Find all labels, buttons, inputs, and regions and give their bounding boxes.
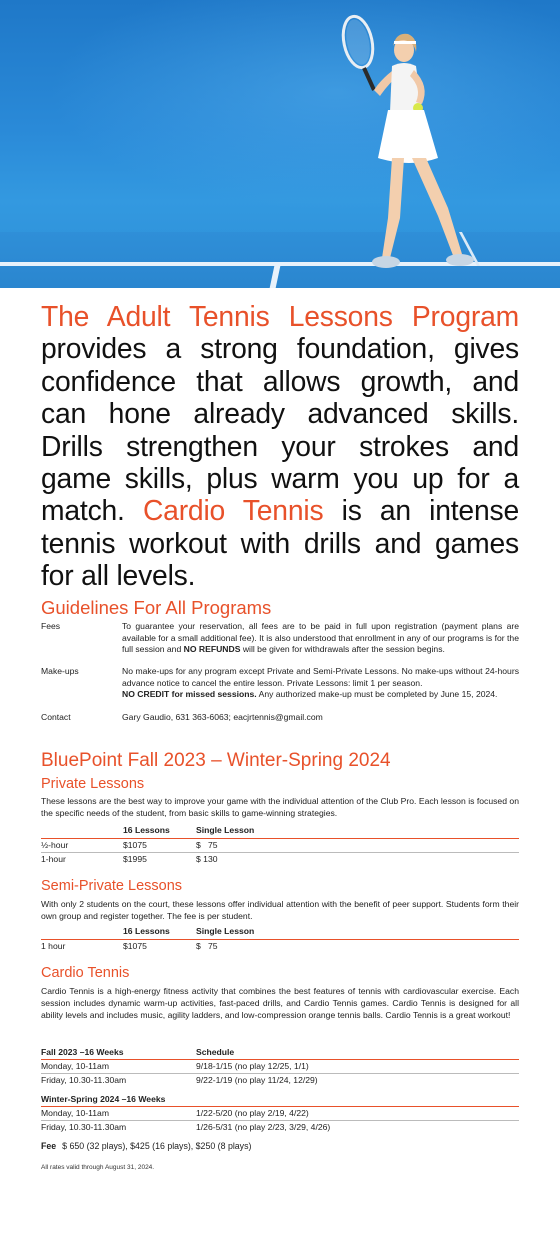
semi-private-price-table (41, 926, 519, 953)
table-header (41, 825, 519, 839)
rates-footnote: All rates valid through August 31, 2024. (41, 1164, 155, 1171)
no-credit-text: NO CREDIT for missed sessions. (122, 689, 257, 700)
table-row: Friday, 10.30-11.30am 1/26-5/31 (no play 2/23, 3/29, 4/26) (41, 1121, 331, 1132)
table-row: Monday, 10-11am 1/22-5/20 (no play 2/19, 4/22) (41, 1107, 519, 1121)
racket-icon (339, 14, 377, 90)
table-row: 1-hour $1995 $ 130 (41, 854, 218, 864)
table-header (41, 1094, 519, 1107)
fee-label: Fee (41, 1141, 57, 1151)
tennis-player-photo (330, 8, 490, 278)
semi-private-description: With only 2 students on the court, these lessons offer individual attention with the benefit of peer support. Students form their own group and register together. The fee is per student. (41, 899, 519, 922)
fall-schedule-table (41, 1047, 519, 1086)
cardio-tennis-heading: Cardio Tennis (41, 965, 130, 981)
guideline-label: Make-ups (41, 666, 79, 676)
guideline-label: Contact (41, 712, 71, 722)
fee-text: $ 650 (32 plays), $425 (16 plays), $250 (8 plays) (62, 1141, 252, 1151)
private-price-table (41, 825, 519, 866)
guideline-makeups (41, 666, 519, 702)
guideline-label: Fees (41, 621, 61, 631)
bluepoint-title (41, 750, 391, 772)
guideline-fees (41, 621, 519, 657)
guideline-contact (41, 712, 519, 726)
contact-info: Gary Gaudio, 631 363-6063; eacjrtennis@gmail.com (122, 712, 323, 722)
private-lessons-description: These lessons are the best way to improve your game with the individual attention of the Club Pro. Each lesson is focused on the specific needs of the student, from basic skills to game-winning strategies. (41, 796, 519, 819)
location-name: BluePoint (41, 750, 123, 771)
intro-text-1: provides a strong foundation, gives confidence that allows growth, and can hone already advanced skills. Drills strengthen your strokes and game skills, plus warm you up for a match. (41, 332, 519, 527)
cardio-fee (41, 1141, 251, 1151)
column-header: Winter-Spring 2024 –16 Weeks (41, 1094, 166, 1104)
cardio-tennis-description: Cardio Tennis is a high-energy fitness activity that combines the best features of tennis with cardiovascular exercise. Each session includes dynamic warm-up activities, fast-paced drills, and Cardio Tennis games. Cardio Tennis is designed for all ability levels and includes music, agility ladders, and low-compression orange tennis balls. Cardio Tennis is a great workout! (41, 986, 519, 1021)
program-name: The Adult Tennis Lessons Program (41, 300, 519, 332)
no-refunds-text: NO REFUNDS (183, 644, 241, 655)
guideline-text: To guarantee your reservation, all fees are to be paid in full upon registration (payment plans are available for a small additional fee). It is also understood that enrollment in any of our programs is for the full session and NO REFUNDS will be given for withdrawals after the session begins. (122, 621, 519, 655)
season-name: Fall 2023 – Winter-Spring 2024 (127, 750, 391, 771)
guideline-text: No make-ups for any program except Private and Semi-Private Lessons. No make-ups without 24-hours advance notice to cancel the entire lesson. Private Lessons: limit 1 per season. NO CREDIT for missed sessions. Any authorized make-up must be completed by June 15, 2024. (122, 666, 519, 700)
table-header (41, 926, 519, 940)
table-row: Monday, 10-11am 9/18-1/15 (no play 12/25, 1/1) (41, 1060, 519, 1074)
column-header: 16 Lessons (123, 926, 170, 936)
winter-spring-schedule-table (41, 1094, 519, 1133)
cardio-name: Cardio Tennis (142, 494, 324, 527)
intro-text-2: is an intense tennis workout with drills and games for all levels. (41, 494, 519, 592)
column-header: 16 Lessons (123, 825, 170, 835)
table-row: ½-hour $1075 $ 75 (41, 839, 519, 853)
table-row: 1 hour $1075 $ 75 (41, 941, 218, 951)
column-header: Fall 2023 –16 Weeks (41, 1047, 124, 1057)
intro-paragraph (41, 300, 519, 592)
hero-photo (0, 0, 560, 288)
column-header: Single Lesson (196, 825, 255, 835)
guidelines-heading: Guidelines For All Programs (41, 597, 272, 618)
private-lessons-heading: Private Lessons (41, 776, 145, 792)
column-header: Single Lesson (196, 926, 255, 936)
table-row: Friday, 10.30-11.30am 9/22-1/19 (no play 11/24, 12/29) (41, 1074, 318, 1085)
column-header: Schedule (196, 1047, 235, 1057)
semi-private-heading: Semi-Private Lessons (41, 878, 183, 894)
table-header (41, 1047, 519, 1060)
